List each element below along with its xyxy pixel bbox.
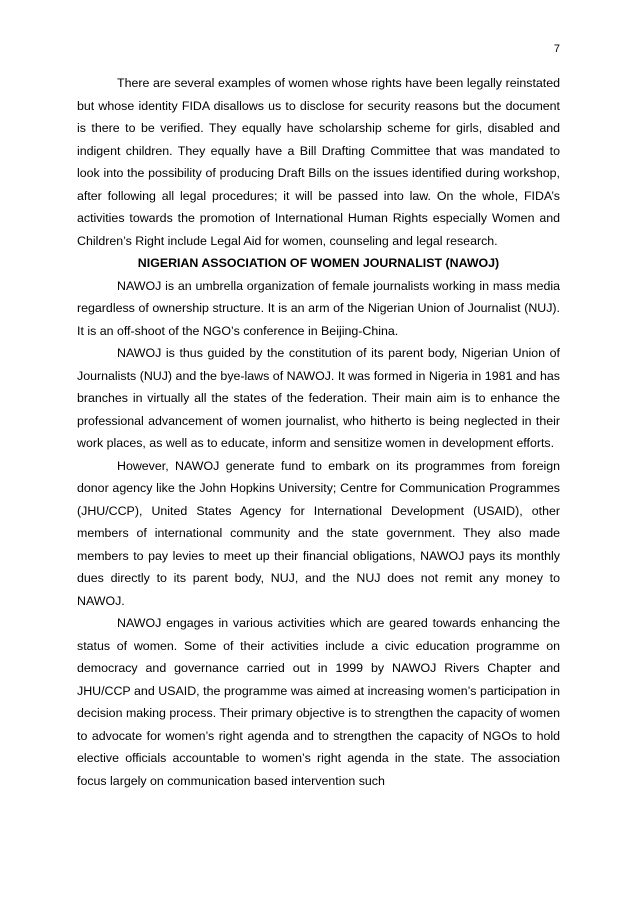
paragraph-fida-examples: There are several examples of women whose rights have been legally reinstated but whose identity FIDA disallows us to disclose for security reasons but the document is there to be verified. They equally have scholarship scheme for girls, disabled and indigent children. They equally have a Bill Drafting Committee that was mandated to look into the possibility of producing Draft Bills on the issues identified during workshop, after following all legal procedures; it will be passed into law. On the whole, FIDA’s activities towards the promotion of International Human Rights especially Women and Children’s Right include Legal Aid for women, counseling and legal research. — [77, 76, 560, 248]
section-heading-nawoj: NIGERIAN ASSOCIATION OF WOMEN JOURNALIST (NAWOJ) — [137, 256, 500, 270]
page-number: 7 — [553, 43, 560, 55]
paragraph-nawoj-activities: NAWOJ engages in various activities which are geared towards enhancing the status of women. Some of their activities include a civic education programme on democracy and governance carried out in 1999 by NAWOJ Rivers Chapter and JHU/CCP and USAID, the programme was aimed at increasing women’s participation in decision making process. Their primary objective is to strengthen the capacity of women to advocate for women’s right agenda and to strengthen the capacity of NGOs to hold elective officials accountable to women’s right agenda in the state. The association focus largely on communication based intervention such — [77, 616, 560, 788]
paragraph-nawoj-overview: NAWOJ is an umbrella organization of female journalists working in mass media regardless of ownership structure. It is an arm of the Nigerian Union of Journalist (NUJ). It is an off-shoot of the NGO’s conference in Beijing-China. — [77, 278, 560, 338]
page-body — [77, 72, 560, 792]
paragraph-nawoj-constitution: NAWOJ is thus guided by the constitution of its parent body, Nigerian Union of Journalists (NUJ) and the bye-laws of NAWOJ. It was formed in Nigeria in 1981 and has branches in virtually all the states of the federation. Their main aim is to enhance the professional advancement of women journalist, who hitherto is being neglected in their work places, as well as to educate, inform and sensitize women in development efforts. — [77, 346, 560, 450]
paragraph-nawoj-funding: However, NAWOJ generate fund to embark on its programmes from foreign donor agency like the John Hopkins University; Centre for Communication Programmes (JHU/CCP), United States Agency for International Development (USAID), other members of international community and the state government. They also made members to pay levies to meet up their financial obligations, NAWOJ pays its monthly dues directly to its parent body, NUJ, and the NUJ does not remit any money to NAWOJ. — [77, 458, 560, 608]
